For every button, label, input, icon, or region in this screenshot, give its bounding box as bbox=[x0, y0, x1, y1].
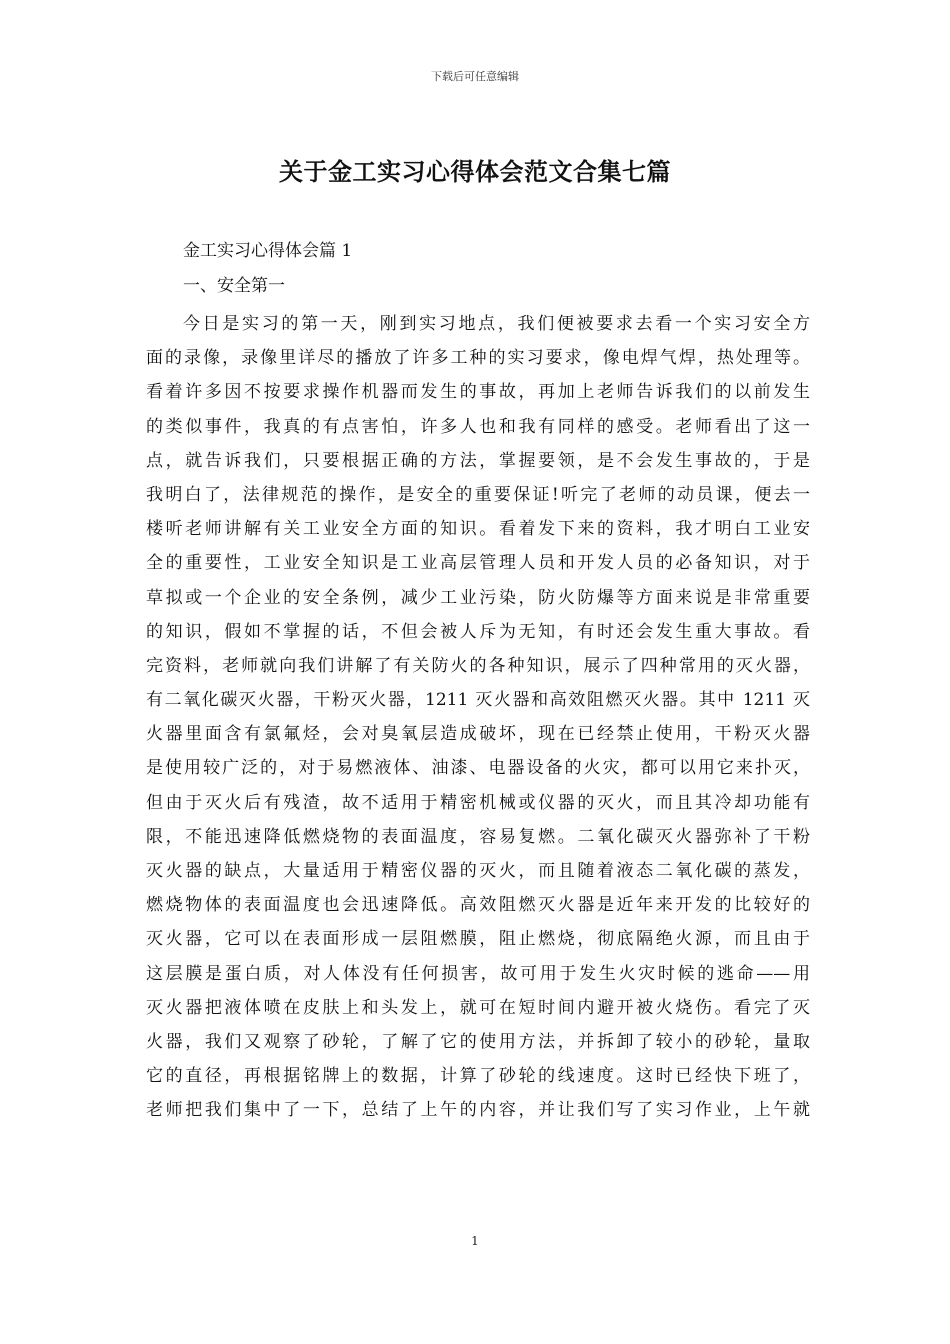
paragraph-line: 的知识，假如不掌握的话，不但会被人斥为无知，有时还会发生重大事故。看 bbox=[146, 621, 810, 642]
paragraph-line: 完资料，老师就向我们讲解了有关防火的各种知识，展示了四种常用的灭火器， bbox=[146, 655, 810, 676]
paragraph-line: 它的直径，再根据铭牌上的数据，计算了砂轮的线速度。这时已经快下班了， bbox=[146, 1066, 810, 1087]
paragraph-line: 这层膜是蛋白质，对人体没有任何损害，故可用于发生火灾时候的逃命——用 bbox=[146, 963, 810, 984]
paragraph-line: 今日是实习的第一天，刚到实习地点，我们便被要求去看一个实习安全方 bbox=[183, 314, 810, 334]
paragraph-line: 我明白了，法律规范的操作，是安全的重要保证!听完了老师的动员课，便去一 bbox=[146, 484, 810, 505]
subheading: 一、安全第一 bbox=[183, 276, 285, 296]
paragraph-line: 但由于灭火后有残渣，故不适用于精密机械或仪器的灭火，而且其冷却功能有 bbox=[146, 792, 810, 813]
paragraph-line: 是使用较广泛的，对于易燃液体、油漆、电器设备的火灾，都可以用它来扑灭， bbox=[146, 758, 810, 779]
paragraph-line: 有二氧化碳灭火器，干粉灭火器，1211 灭火器和高效阻燃灭火器。其中 1211 灭 bbox=[146, 690, 810, 711]
paragraph-line: 全的重要性，工业安全知识是工业高层管理人员和开发人员的必备知识，对于 bbox=[146, 553, 810, 574]
page-header-note: 下载后可任意编辑 bbox=[431, 70, 519, 83]
paragraph-line: 燃烧物体的表面温度也会迅速降低。高效阻燃灭火器是近年来开发的比较好的 bbox=[146, 895, 810, 916]
paragraph-line: 楼听老师讲解有关工业安全方面的知识。看着发下来的资料，我才明白工业安 bbox=[146, 519, 810, 540]
section-heading: 金工实习心得体会篇 1 bbox=[183, 241, 353, 261]
paragraph-line: 面的录像，录像里详尽的播放了许多工种的实习要求，像电焊气焊，热处理等。 bbox=[146, 348, 810, 369]
paragraph-line: 老师把我们集中了一下，总结了上午的内容，并让我们写了实习作业，上午就 bbox=[146, 1100, 810, 1121]
page-number: 1 bbox=[471, 1234, 479, 1248]
paragraph-line: 灭火器把液体喷在皮肤上和头发上，就可在短时间内避开被火烧伤。看完了灭 bbox=[146, 997, 810, 1018]
paragraph-line: 火器，我们又观察了砂轮，了解了它的使用方法，并拆卸了较小的砂轮，量取 bbox=[146, 1031, 810, 1052]
body-paragraph bbox=[146, 313, 810, 1134]
paragraph-line: 草拟或一个企业的安全条例，减少工业污染，防火防爆等方面来说是非常重要 bbox=[146, 587, 810, 608]
paragraph-line: 的类似事件，我真的有点害怕，许多人也和我有同样的感受。老师看出了这一 bbox=[146, 416, 810, 437]
paragraph-line: 限，不能迅速降低燃烧物的表面温度，容易复燃。二氧化碳灭火器弥补了干粉 bbox=[146, 826, 810, 847]
paragraph-line: 灭火器的缺点，大量适用于精密仪器的灭火，而且随着液态二氧化碳的蒸发， bbox=[146, 861, 810, 881]
paragraph-line: 看着许多因不按要求操作机器而发生的事故，再加上老师告诉我们的以前发生 bbox=[146, 382, 810, 403]
document-title: 关于金工实习心得体会范文合集七篇 bbox=[279, 157, 671, 186]
paragraph-line: 点，就告诉我们，只要根据正确的方法，掌握要领，是不会发生事故的，于是 bbox=[146, 450, 810, 471]
paragraph-line: 灭火器，它可以在表面形成一层阻燃膜，阻止燃烧，彻底隔绝火源，而且由于 bbox=[146, 929, 810, 950]
paragraph-line: 火器里面含有氯氟烃，会对臭氧层造成破坏，现在已经禁止使用，干粉灭火器 bbox=[146, 724, 810, 745]
